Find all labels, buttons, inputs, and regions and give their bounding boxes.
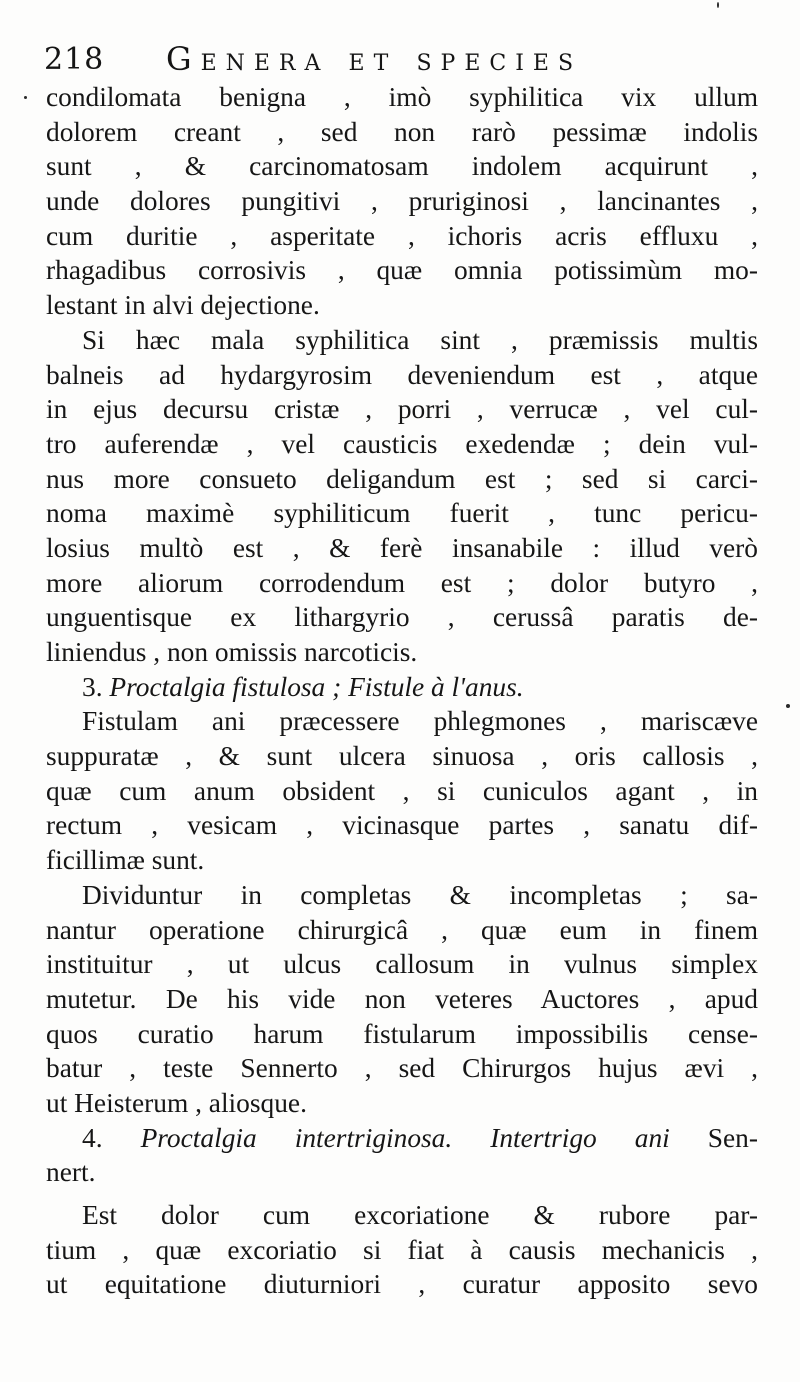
- heading-author: Sen-: [707, 1122, 758, 1153]
- paper-speck: [717, 2, 719, 8]
- paragraph-intertrigo: [46, 1198, 758, 1302]
- text-line: batur , teste Sennerto , sed Chirurgos hujus ævi ,: [46, 1053, 758, 1084]
- page-header: [44, 36, 764, 84]
- text-line: quæ cum anum obsident , si cuniculos agant , in: [46, 775, 758, 806]
- heading-continuation: nert.: [46, 1157, 96, 1188]
- page-body: [46, 80, 758, 1302]
- paragraph-fistula-description: [46, 704, 758, 877]
- running-head: Genera et species: [166, 40, 583, 78]
- text-line: more aliorum corrodendum est ; dolor butyro ,: [46, 567, 758, 598]
- heading-number: 4.: [82, 1122, 103, 1153]
- spacer: [46, 1190, 758, 1198]
- paper-speck: [786, 704, 790, 708]
- text-line: Si hæc mala syphilitica sint , præmissis multis: [82, 324, 758, 355]
- text-line: unguentisque ex lithargyrio , cerussâ paratis de-: [46, 602, 758, 633]
- page-number: 218: [44, 42, 105, 77]
- text-line: ut Heisterum , aliosque.: [46, 1087, 307, 1118]
- section-heading-3: [46, 670, 758, 705]
- heading-latin: Proctalgia intertriginosa.: [140, 1122, 453, 1153]
- section-heading-4: [46, 1121, 758, 1156]
- text-line: Dividuntur in completas & incompletas ; sa-: [82, 879, 758, 910]
- paragraph-continuation: [46, 80, 758, 323]
- text-line: liniendus , non omissis narcoticis.: [46, 637, 418, 667]
- text-line: tro auferendæ , vel causticis exedendæ ; dein vul-: [46, 428, 758, 459]
- text-line: Est dolor cum excoriatione & rubore par-: [82, 1200, 758, 1230]
- text-line: nus more consueto deligandum est ; sed si carci-: [46, 463, 758, 494]
- paragraph-fistula-treatment: [46, 878, 758, 1121]
- text-line: tium , quæ excoriatio si fiat à causis mechanicis ,: [46, 1234, 758, 1265]
- text-line: instituitur , ut ulcus callosum in vulnus simplex: [46, 949, 758, 980]
- text-line: in ejus decursu cristæ , porri , verrucæ , vel cul-: [46, 394, 758, 425]
- text-line: quos curatio harum fistularum impossibilis cense-: [46, 1018, 758, 1049]
- text-line: Fistulam ani præcessere phlegmones , mariscæve: [82, 706, 758, 737]
- paper-speck: [24, 96, 27, 99]
- text-line: noma maximè syphiliticum fuerit , tunc pericu-: [46, 498, 758, 529]
- text-line: losius multò est , & ferè insanabile : illud verò: [46, 532, 758, 563]
- text-line: rectum , vesicam , vicinasque partes , sanatu dif-: [46, 810, 758, 841]
- text-line: ut equitatione diuturniori , curatur apposito sevo: [46, 1269, 758, 1300]
- text-line: balneis ad hydargyrosim deveniendum est , atque: [46, 359, 758, 390]
- heading-latin: Proctalgia fistulosa ;: [109, 671, 342, 702]
- text-line: unde dolores pungitivi , pruriginosi , lancinantes ,: [46, 186, 758, 217]
- text-line: cum duritie , asperitate , ichoris acris effluxu ,: [46, 220, 758, 251]
- heading-french: Fistule à l'anus.: [348, 671, 524, 702]
- text-line: rhagadibus corrosivis , quæ omnia potissimùm mo-: [46, 255, 758, 286]
- heading-french: Intertrigo ani: [490, 1122, 670, 1153]
- text-line: mutetur. De his vide non veteres Auctores , apud: [46, 983, 758, 1014]
- heading-number: 3.: [82, 671, 103, 702]
- paragraph-syphilitic-treatment: [46, 323, 758, 670]
- text-line: suppuratæ , & sunt ulcera sinuosa , oris callosis ,: [46, 741, 758, 772]
- text-line: condilomata benigna , imò syphilitica vix ullum: [46, 82, 758, 112]
- text-line: nantur operatione chirurgicâ , quæ eum in finem: [46, 914, 758, 945]
- text-line: dolorem creant , sed non rarò pessimæ indolis: [46, 116, 758, 147]
- text-line: sunt , & carcinomatosam indolem acquirunt ,: [46, 151, 758, 182]
- text-line: ficillimæ sunt.: [46, 845, 205, 876]
- text-line: lestant in alvi dejectione.: [46, 290, 320, 321]
